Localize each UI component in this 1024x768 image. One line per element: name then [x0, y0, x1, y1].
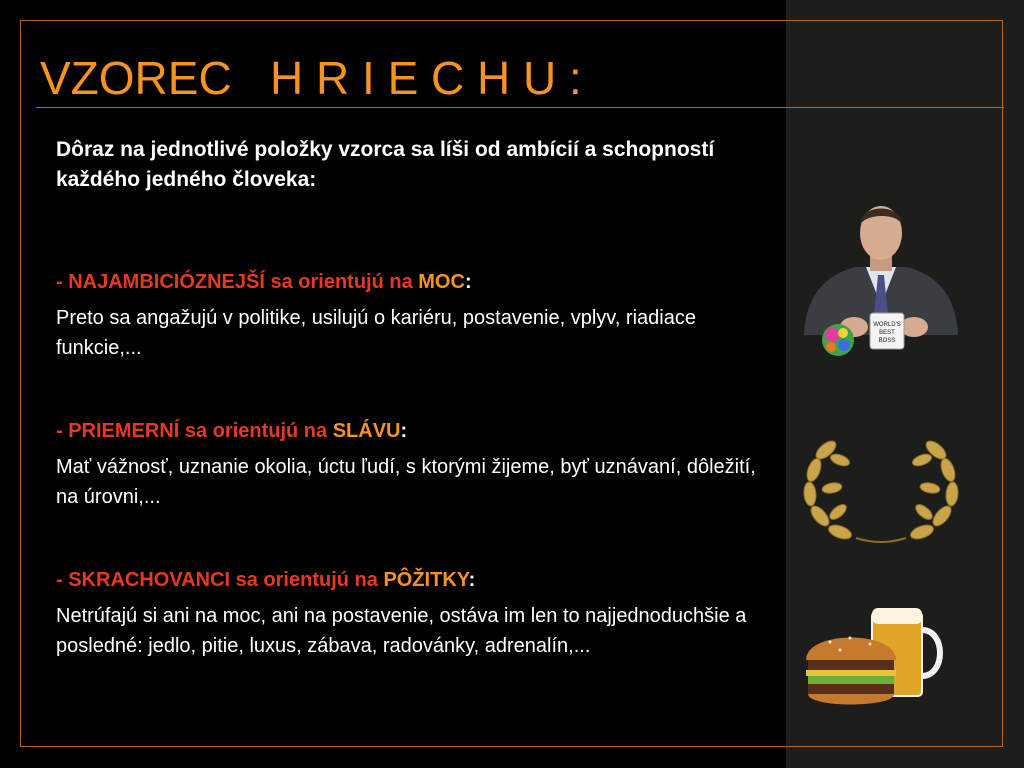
- slide-body: [56, 135, 756, 661]
- section-keyword: SLÁVU: [332, 420, 401, 442]
- section-heading-fame: [56, 416, 756, 446]
- section-text-pleasures: Netrúfajú si ani na moc, ani na postavenie, ostáva im len to najjednoduchšie a posledné: jedlo, pitie, luxus, zábava, radovánky, adrenalín,...: [56, 605, 747, 657]
- laurel-right-branch: [909, 438, 959, 542]
- slide-title: VZOREC H R I E C H U :: [40, 52, 582, 104]
- section-label: - SKRACHOVANCI sa orientujú na: [56, 569, 384, 591]
- section-text-fame: Mať vážnosť, uznanie okolia, úctu ľudí, s ktorými žijeme, byť uznávaní, dôležití, na úrovni,...: [56, 456, 756, 508]
- section-colon: :: [400, 420, 408, 442]
- burger-and-beer-image: [800, 600, 950, 720]
- laurel-left-branch: [803, 438, 853, 542]
- section-colon: :: [464, 271, 472, 293]
- section-colon: :: [468, 569, 476, 591]
- mug-label: BOSS: [878, 338, 896, 344]
- section-heading-pleasures: [56, 565, 756, 595]
- section-keyword: PÔŽITKY: [383, 569, 469, 591]
- laurel-wreath-image: [796, 420, 966, 550]
- burger-icon: [806, 637, 896, 705]
- intro-text: Dôraz na jednotlivé položky vzorca sa líši od ambícií a schopností každého jedného človeka:: [56, 138, 715, 191]
- laurel-base: [856, 538, 906, 542]
- mug-label: BEST: [879, 330, 895, 336]
- koosh-ball-icon: [822, 324, 854, 356]
- section-heading-power: [56, 267, 756, 297]
- section-keyword: MOC: [418, 271, 465, 293]
- mug-label: WORLD'S: [873, 322, 901, 328]
- section-label: - NAJAMBICIÓZNEJŠÍ sa orientujú na: [56, 271, 419, 293]
- boss-image: [796, 195, 966, 365]
- section-label: - PRIEMERNÍ sa orientujú na: [56, 420, 333, 442]
- title-divider: [36, 107, 1004, 108]
- section-text-power: Preto sa angažujú v politike, usilujú o kariéru, postavenie, vplyv, riadiace funkcie,...: [56, 307, 696, 359]
